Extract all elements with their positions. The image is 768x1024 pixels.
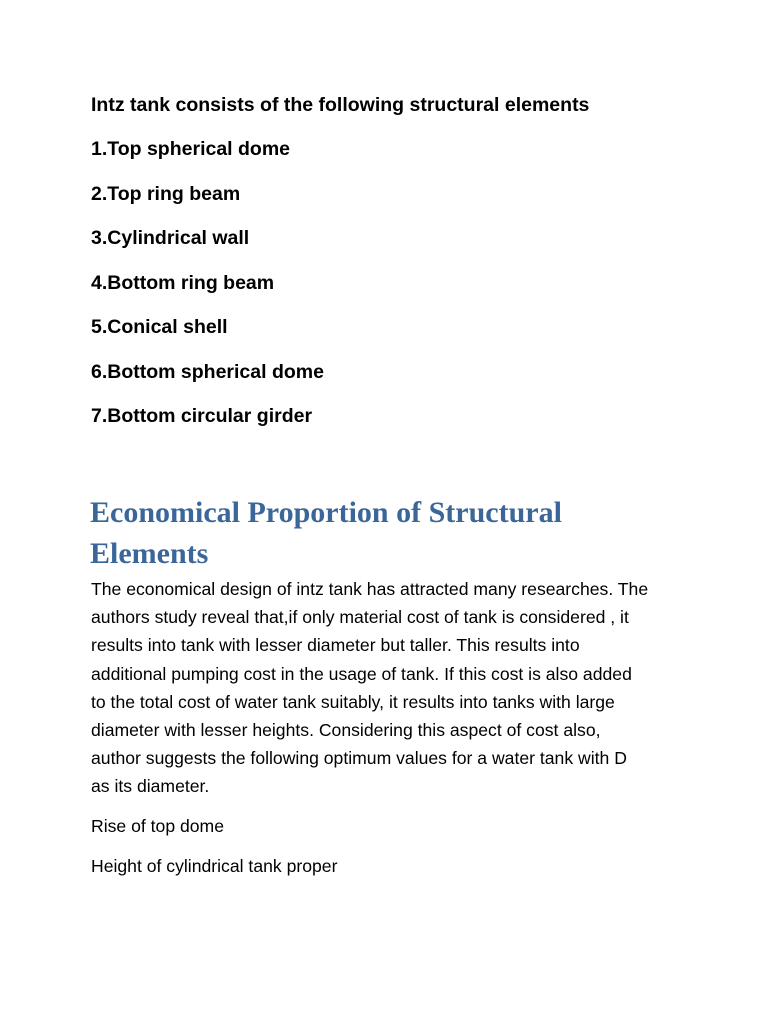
paragraph-line: The economical design of intz tank has attracted many researches. The: [91, 579, 649, 599]
paragraph-line: author suggests the following optimum values for a water tank with D: [91, 748, 627, 769]
section-heading: [90, 492, 690, 574]
structural-elements-list: [91, 136, 324, 448]
list-item: 1.Top spherical dome: [91, 138, 291, 160]
paragraph-line: diameter with lesser heights. Considering this aspect of cost also,: [91, 720, 601, 741]
section-heading-line: Economical Proportion of Structural: [90, 496, 562, 529]
paragraph-line: authors study reveal that,if only material cost of tank is considered , it: [91, 607, 629, 628]
list-item: 7.Bottom circular girder: [91, 405, 313, 427]
list-item: 5.Conical shell: [91, 316, 228, 338]
intro-sentence: Intz tank consists of the following structural elements: [91, 94, 590, 116]
list-item: 3.Cylindrical wall: [91, 227, 250, 249]
paragraph-line: to the total cost of water tank suitably, it results into tanks with large: [91, 691, 615, 712]
rise-of-top-dome-text: Rise of top dome: [91, 816, 225, 836]
paragraph-line: additional pumping cost in the usage of tank. If this cost is also added: [91, 663, 632, 684]
list-item: 4.Bottom ring beam: [91, 271, 275, 294]
section-heading-line: Elements: [90, 537, 209, 570]
list-item: 6.Bottom spherical dome: [91, 360, 324, 383]
cylindrical-tank-height-text: Height of cylindrical tank proper: [91, 856, 338, 876]
body-paragraph: [91, 575, 681, 801]
paragraph-line: as its diameter.: [91, 776, 210, 797]
paragraph-line: results into tank with lesser diameter but taller. This results into: [91, 635, 580, 656]
list-item: 2.Top ring beam: [91, 182, 241, 205]
